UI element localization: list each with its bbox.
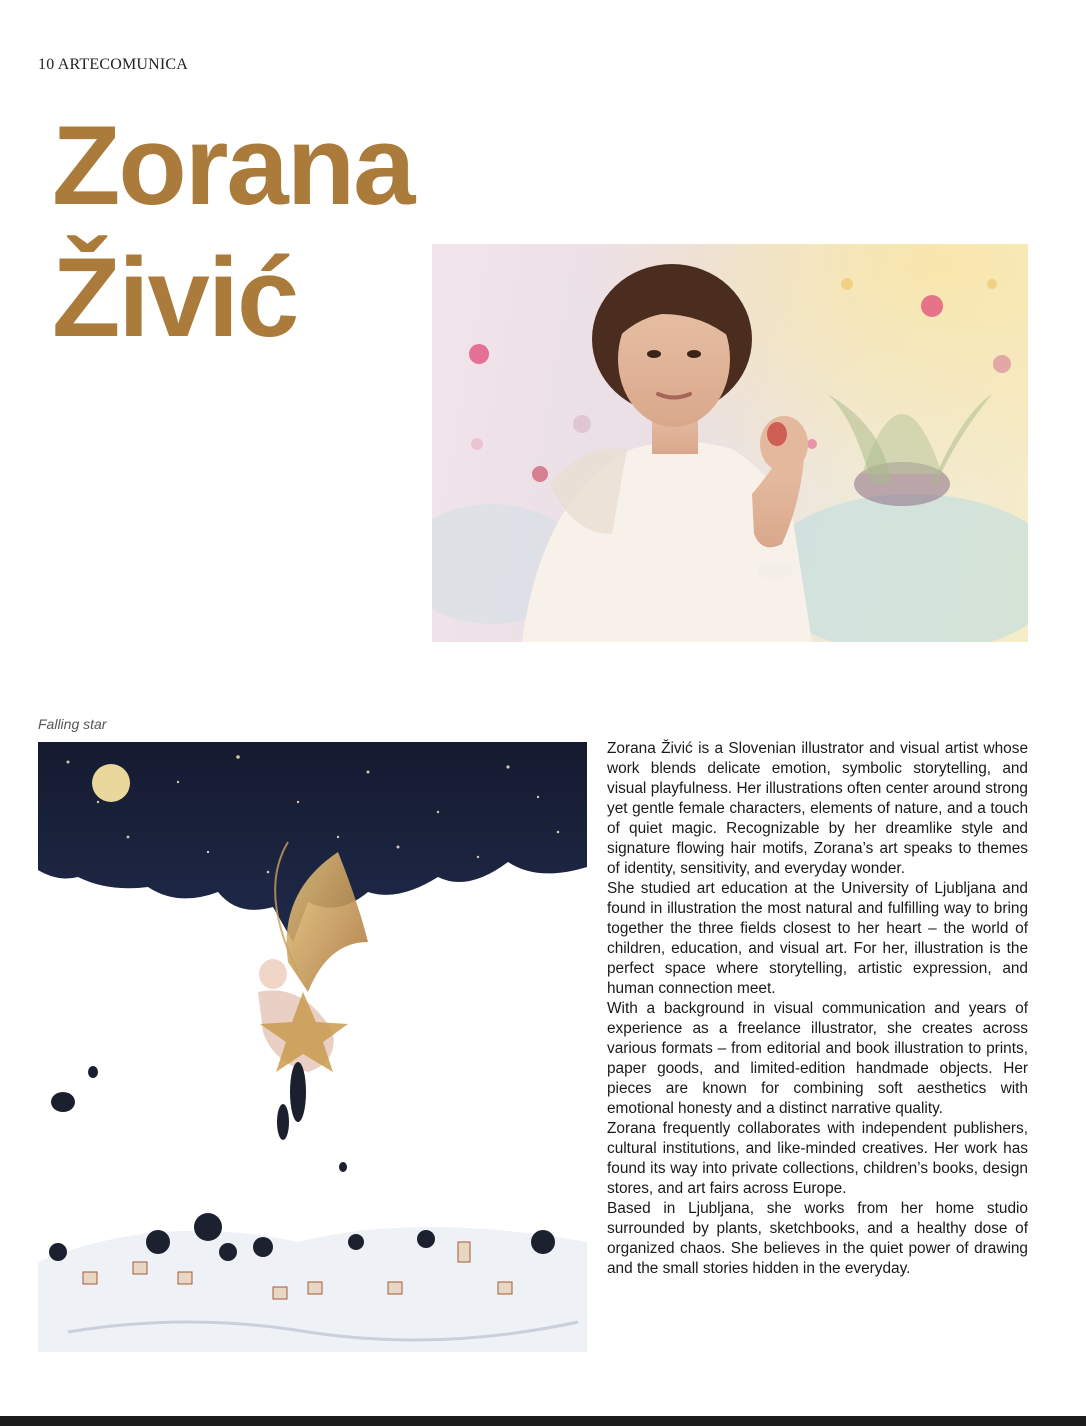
bio-paragraph: She studied art education at the University of Ljubljana and found in illustration the most natural and fulfilling way to bring together the three fields closest to her heart – the world of children, education, and visual art. For her, illustration is the perfect space where storytelling, artistic expression, and human connection meet. <box>607 880 1028 997</box>
falling-star-illustration <box>38 742 587 1352</box>
artwork-caption: Falling star <box>38 716 107 732</box>
page-footer-bar <box>0 1416 1086 1426</box>
title-last-name: Živić <box>52 235 298 360</box>
artist-portrait-photo <box>432 244 1028 642</box>
bio-paragraph: Based in Ljubljana, she works from her home studio surrounded by plants, sketchbooks, and a healthy dose of organized chaos. She believes in the quiet power of drawing and the small stories hidden in the everyday. <box>607 1200 1028 1277</box>
bio-paragraph: With a background in visual communication and years of experience as a freelance illustrator, she creates across various formats – from editorial and book illustration to prints, paper goods, and limited-edition handmade objects. Her pieces are known for combining soft aesthetics with emotional honesty and a distinct narrative quality. <box>607 1000 1028 1117</box>
article-title <box>52 100 413 364</box>
artist-biography <box>607 739 1028 1279</box>
title-first-name: Zorana <box>52 103 414 228</box>
bio-paragraph: Zorana frequently collaborates with independent publishers, cultural institutions, and like-minded creatives. Her work has found its way into private collections, children’s books, design stores, and art fairs across Europe. <box>607 1120 1028 1197</box>
page-header: 10 ARTECOMUNICA <box>38 56 189 73</box>
bio-paragraph: Zorana Živić is a Slovenian illustrator and visual artist whose work blends delicate emotion, symbolic storytelling, and visual playfulness. Her illustrations often center around strong yet gentle female characters, elements of nature, and a touch of quiet magic. Recognizable by her dreamlike style and signature flowing hair motifs, Zorana’s art speaks to themes of identity, sensitivity, and everyday wonder. <box>607 740 1028 877</box>
